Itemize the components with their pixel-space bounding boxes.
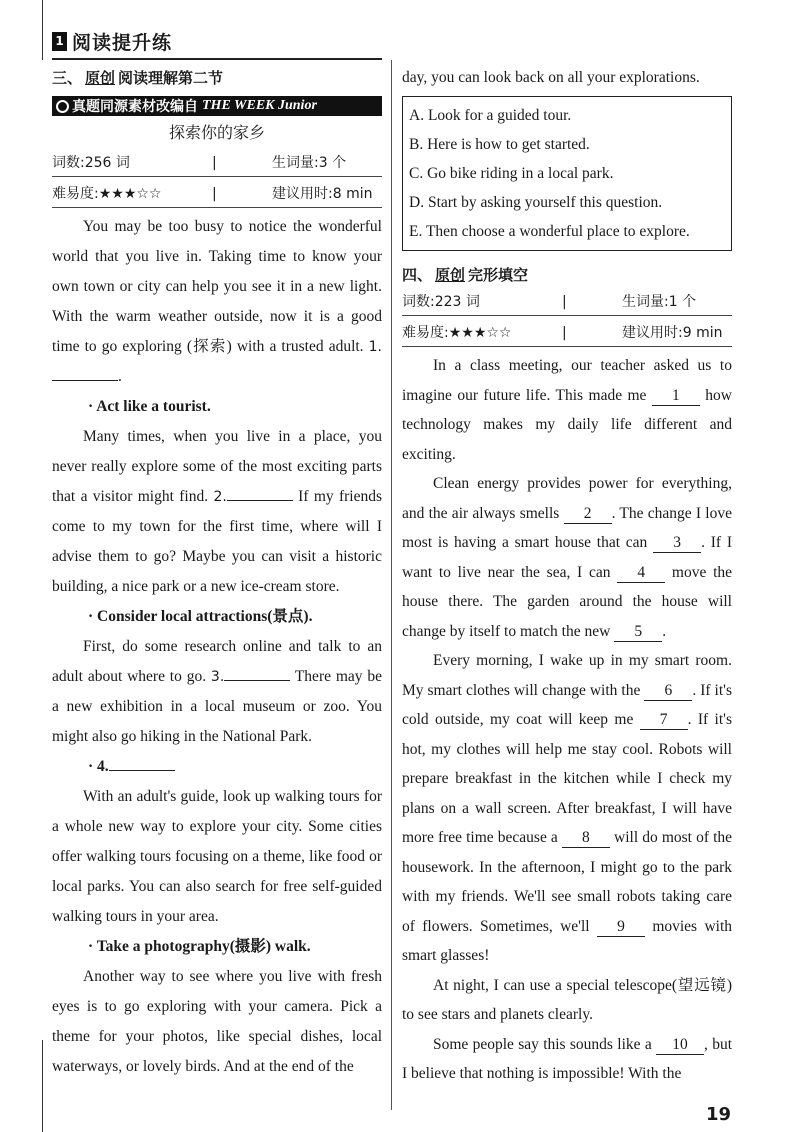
source-banner: 真题同源素材改编自 THE WEEK Junior (52, 96, 382, 116)
cloze-blank-7[interactable]: 7 (640, 711, 688, 730)
article-title: 探索你的家乡 (168, 123, 265, 142)
cloze-blank-1[interactable]: 1 (652, 387, 700, 406)
cloze-blank-6[interactable]: 6 (644, 682, 692, 701)
paragraph-2: Many times, when you live in a place, you never really explore some of the most exciting parts that a visitor might find. 2. If my friends come to my town for the first time, where will I advise them to go? Maybe you can visit a historic building, a nice park or a new ice-cream store. (52, 428, 383, 595)
answer-blank-3[interactable] (224, 664, 290, 681)
left-column (52, 64, 382, 1082)
original-tag: 原创 (435, 266, 466, 284)
options-box (402, 96, 732, 251)
cloze-blank-2[interactable]: 2 (564, 505, 612, 524)
cloze-blank-3[interactable]: 3 (653, 534, 701, 553)
paragraph-1: You may be too busy to notice the wonderful world that you live in. Taking time to know your own town or city can help you see it in a new light. With the warm weather outside, now it is a good time to go exploring (探索) with a trusted adult. 1.. (52, 218, 382, 385)
cloze-paragraph-4: At night, I can use a special telescope(望远镜) to see stars and planets clearly. (402, 976, 732, 1023)
cloze-paragraph-5: Some people say this sounds like a 10 , but I believe that nothing is impossible! With the (402, 1035, 733, 1082)
book-icon: 1 (52, 32, 67, 51)
cloze-blank-5[interactable]: 5 (614, 623, 662, 642)
cloze-paragraph-3: Every morning, I wake up in my smart room. My smart clothes will change with the 6 . If it's cold outside, my coat will keep me 7 . If it's hot, my clothes will help me stay cool. Robots will prepare breakfast in the kitchen while I check my plans on a wall screen. After breakfast, I will have more free time because a 8 will do most of the housework. In the afternoon, I might go to the park with my friends. We'll see small robots taking care of flowers. Sometimes, we'll 9 movies with smart glasses! (402, 652, 733, 964)
option-d: D. Start by asking yourself this question. (409, 194, 663, 211)
header-underline (52, 58, 382, 60)
banner-source: THE WEEK Junior (202, 98, 317, 113)
section-title-cloze: 四、 原创 完形填空 (402, 266, 529, 284)
meta-row-difficulty: 难易度:★★★☆☆ | 建议用时:9 min (402, 320, 732, 347)
meta-row-difficulty: 难易度:★★★☆☆ | 建议用时:8 min (52, 181, 382, 208)
subheading-4: · Take a photography(摄影) walk. (88, 938, 311, 955)
continued-line: day, you can look back on all your explorations. (402, 69, 700, 86)
right-column (402, 64, 732, 1089)
column-divider (391, 60, 392, 1110)
original-tag: 原创 (85, 69, 116, 87)
paragraph-4: With an adult's guide, look up walking tours for a whole new way to explore your city. Some cities offer walking tours focusing on a theme, like food or local parks. You can also search for free self-guided walking tours in your area. (52, 788, 382, 925)
cloze-paragraph-1: In a class meeting, our teacher asked us to imagine our future life. This made me 1 how technology makes my daily life different and exciting. (402, 357, 732, 463)
meta-row-words: 词数:256 词 | 生词量:3 个 (52, 150, 382, 177)
option-a: A. Look for a guided tour. (409, 107, 572, 124)
cloze-blank-9[interactable]: 9 (597, 918, 645, 937)
subheading-2: · Consider local attractions(景点). (88, 608, 313, 625)
margin-rule-top (42, 0, 43, 60)
cloze-blank-10[interactable]: 10 (656, 1036, 704, 1055)
option-c: C. Go bike riding in a local park. (409, 165, 614, 182)
section-title-reading: 三、 原创 阅读理解第二节 (52, 69, 224, 87)
margin-rule-bottom (42, 1040, 43, 1132)
search-icon (56, 100, 69, 113)
answer-blank-2[interactable] (227, 484, 293, 501)
page-header (52, 26, 172, 56)
cloze-blank-4[interactable]: 4 (617, 564, 665, 583)
page-number: 19 (706, 1104, 732, 1125)
page-header-title: 阅读提升练 (72, 31, 173, 54)
answer-blank-1[interactable] (52, 364, 118, 381)
meta-row-words: 词数:223 词 | 生词量:1 个 (402, 289, 732, 316)
paragraph-3: First, do some research online and talk to an adult about where to go. 3. There may be a new exhibition in a local museum or zoo. You might also go hiking in the National Park. (52, 638, 382, 745)
paragraph-5: Another way to see where you live with fresh eyes is to go exploring with your camera. Pick a theme for your photos, like special dishes, local waterways, or lovely birds. And at the end of the (52, 968, 382, 1075)
option-b: B. Here is how to get started. (409, 136, 590, 153)
cloze-paragraph-2: Clean energy provides power for everything, and the air always smells 2 . The change I love most is having a smart house that can 3 . If I want to live near the sea, I can 4 move the house there. The garden around the house will change by itself to match the new 5 . (402, 475, 733, 640)
option-e: E. Then choose a wonderful place to explore. (409, 223, 690, 240)
cloze-blank-8[interactable]: 8 (562, 829, 610, 848)
subheading-1: · Act like a tourist. (88, 398, 211, 415)
subheading-3: · 4. (52, 752, 382, 782)
answer-blank-4[interactable] (109, 754, 175, 771)
